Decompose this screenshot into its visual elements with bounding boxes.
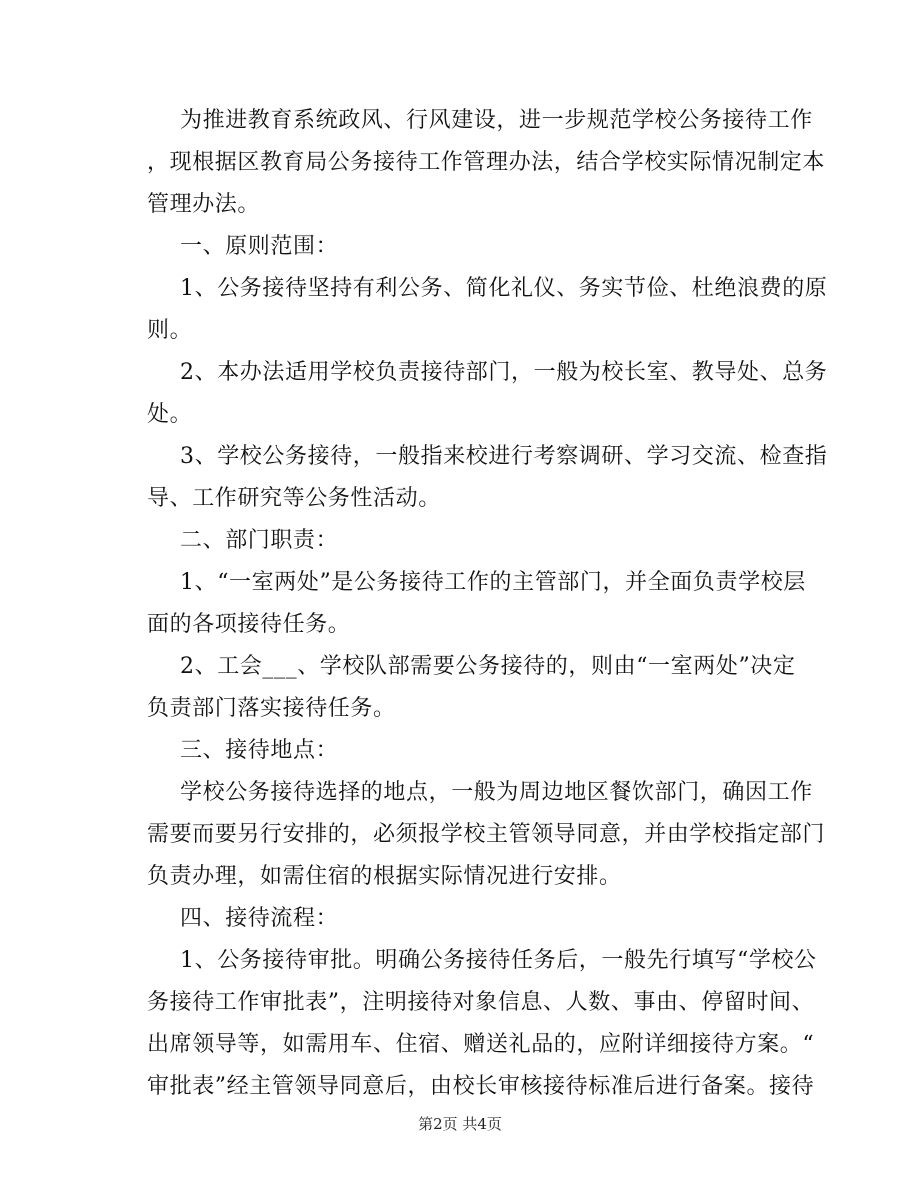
text-line: 处。 (147, 402, 193, 427)
text-line: 则。 (147, 318, 193, 343)
text-line: 管理办法。 (147, 192, 261, 217)
text-line: 学校公务接待选择的地点，一般为周边地区餐饮部门，确因工作 (180, 780, 813, 805)
section-heading: 四、接待流程： (180, 906, 339, 931)
text-line: 1、公务接待坚持有利公务、简化礼仪、务实节俭、杜绝浪费的原 (180, 276, 828, 301)
text-line: 2、本办法适用学校负责接待部门，一般为校长室、教导处、总务 (180, 360, 828, 385)
text-line: 1、“一室两处”是公务接待工作的主管部门，并全面负责学校层 (180, 570, 806, 595)
text-line: 3、学校公务接待，一般指来校进行考察调研、学习交流、检查指 (180, 444, 828, 469)
text-line: ，现根据区教育局公务接待工作管理办法，结合学校实际情况制定本 (147, 150, 826, 175)
text-line: 务接待工作审批表”，注明接待对象信息、人数、事由、停留时间、 (147, 990, 815, 1015)
text-line: 2、工会___、学校队部需要公务接待的，则由“一室两处”决定 (180, 654, 796, 679)
text-line: 1、公务接待审批。明确公务接待任务后，一般先行填写“学校公 (180, 948, 817, 973)
text-line: 为推进教育系统政风、行风建设，进一步规范学校公务接待工作 (180, 108, 813, 133)
section-heading: 一、原则范围： (180, 234, 339, 259)
text-line: 负责部门落实接待任务。 (147, 696, 396, 721)
text-line: 面的各项接待任务。 (147, 612, 351, 637)
text-line: 审批表”经主管领导同意后，由校长审核接待标准后进行备案。接待 (147, 1074, 815, 1099)
text-line: 需要而要另行安排的，必须报学校主管领导同意，并由学校指定部门 (147, 822, 826, 847)
page-number-footer: 第2页 共4页 (418, 1115, 502, 1133)
text-line: 出席领导等，如需用车、住宿、赠送礼品的，应附详细接待方案。“ (147, 1032, 815, 1057)
section-heading: 三、接待地点： (180, 738, 339, 763)
text-line: 导、工作研究等公务性活动。 (147, 486, 441, 511)
section-heading: 二、部门职责： (180, 528, 339, 553)
text-line: 负责办理，如需住宿的根据实际情况进行安排。 (147, 864, 622, 889)
